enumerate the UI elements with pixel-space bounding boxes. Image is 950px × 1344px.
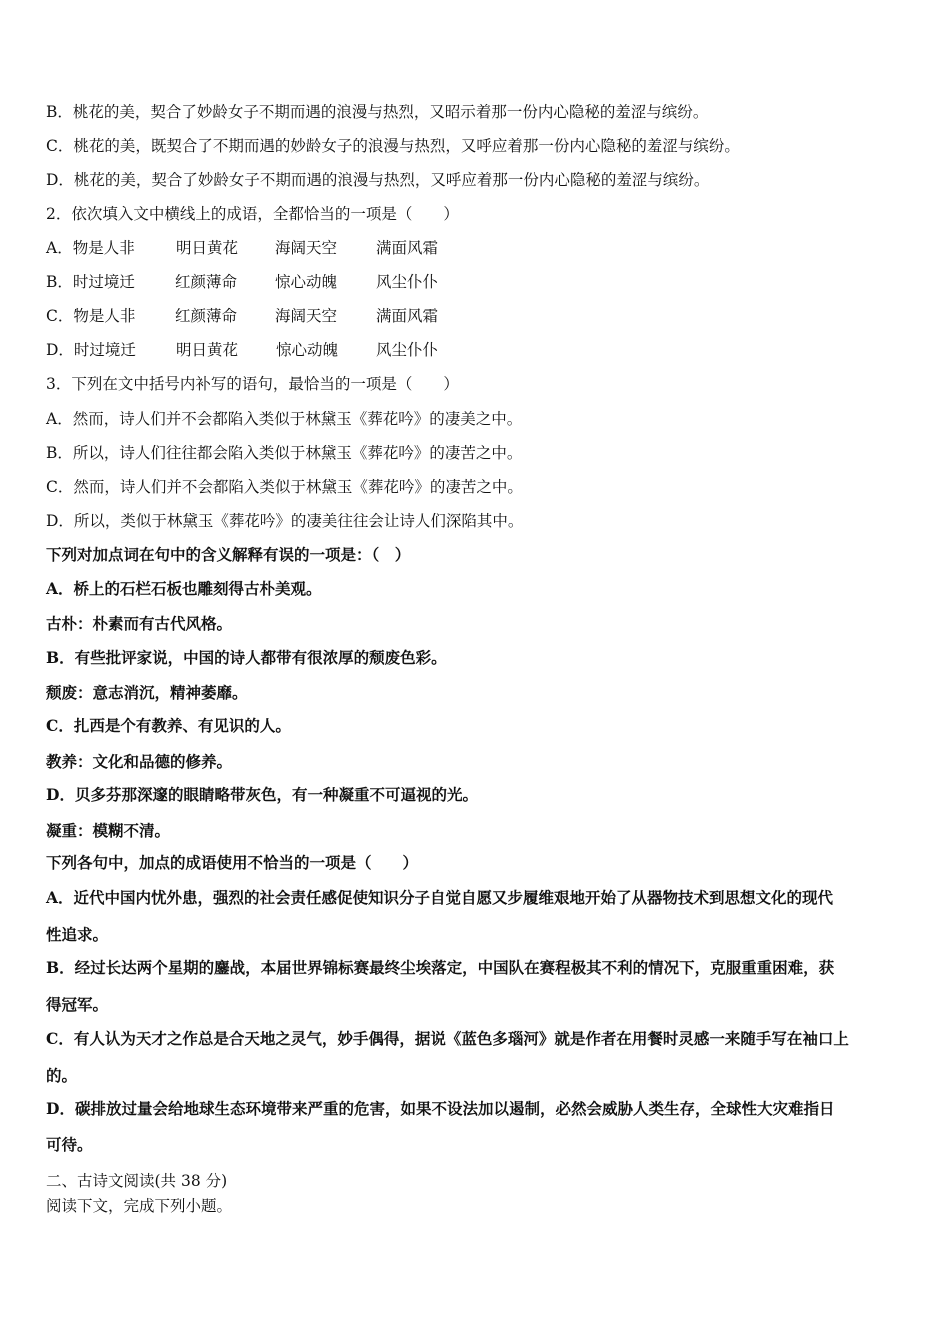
q3-option-a: A．然而，诗人们并不会都陷入类似于林黛玉《葬花吟》的凄美之中。 <box>46 410 523 428</box>
q5-option-a-line1: A．近代中国内忧外患，强烈的社会责任感促使知识分子自觉自愿又步履维艰地开始了从器物技术到思想文化的现代 <box>46 888 834 907</box>
q4-stem: 下列对加点词在句中的含义解释有误的一项是：（ ） <box>46 545 411 564</box>
q3-option-c: C．然而，诗人们并不会都陷入类似于林黛玉《葬花吟》的凄苦之中。 <box>46 478 523 496</box>
q5-option-b-line2: 得冠军。 <box>46 995 109 1014</box>
q3-option-d: D．所以，类似于林黛玉《葬花吟》的凄美往往会让诗人们深陷其中。 <box>46 512 524 530</box>
q3-stem: 3．下列在文中括号内补写的语句，最恰当的一项是（ ） <box>46 375 459 393</box>
q4-option-a: A．桥上的石栏石板也雕刻得古朴美观。 <box>46 579 322 598</box>
q2-option-a-word2: 明日黄花 <box>176 239 239 257</box>
q1-option-c: C．桃花的美，既契合了不期而遇的妙龄女子的浪漫与热烈，又呼应着那一份内心隐秘的羞涩与缤纷。 <box>46 137 740 155</box>
q4-option-d-explain: 凝重：模糊不清。 <box>46 821 171 840</box>
q4-option-a-explain: 古朴：朴素而有古代风格。 <box>46 614 233 633</box>
q5-option-b-line1: B．经过长达两个星期的鏖战，本届世界锦标赛最终尘埃落定，中国队在赛程极其不利的情况下，克服重重困难，获 <box>46 958 835 977</box>
q2-option-d-label: D．时过境迁 <box>46 341 136 359</box>
q4-option-c-explain: 教养：文化和品德的修养。 <box>46 752 233 771</box>
q2-option-b-word3: 惊心动魄 <box>275 273 338 291</box>
q2-option-d-word3: 惊心动魄 <box>276 341 339 359</box>
q4-option-b: B．有些批评家说，中国的诗人都带有很浓厚的颓废色彩。 <box>46 648 447 667</box>
q4-option-c: C．扎西是个有教养、有见识的人。 <box>46 716 291 735</box>
q2-stem: 2．依次填入文中横线上的成语，全都恰当的一项是（ ） <box>46 205 459 223</box>
q2-option-c-word3: 海阔天空 <box>275 307 338 325</box>
q3-option-b: B．所以，诗人们往往都会陷入类似于林黛玉《葬花吟》的凄苦之中。 <box>46 444 523 462</box>
q1-option-b: B．桃花的美，契合了妙龄女子不期而遇的浪漫与热烈，又昭示着那一份内心隐秘的羞涩与缤纷。 <box>46 103 709 121</box>
q2-option-a-label: A．物是人非 <box>46 239 135 257</box>
q2-option-b-label: B．时过境迁 <box>46 273 135 291</box>
q4-option-b-explain: 颓废：意志消沉，精神萎靡。 <box>46 683 248 702</box>
q2-option-a-word4: 满面风霜 <box>376 239 439 257</box>
q2-option-b-word2: 红颜薄命 <box>175 273 238 291</box>
q2-option-d-word2: 明日黄花 <box>176 341 239 359</box>
q5-option-d-line1: D．碳排放过量会给地球生态环境带来严重的危害，如果不设法加以遏制，必然会威胁人类生存，全球性大灾难指日 <box>46 1099 835 1118</box>
section2-heading: 二、古诗文阅读(共 38 分) <box>46 1172 228 1190</box>
q2-option-a-word3: 海阔天空 <box>275 239 338 257</box>
q5-option-c-line2: 的。 <box>46 1066 78 1085</box>
q2-option-c-label: C．物是人非 <box>46 307 136 325</box>
q5-stem: 下列各句中，加点的成语使用不恰当的一项是（ ） <box>46 853 419 872</box>
q2-option-c-word2: 红颜薄命 <box>175 307 238 325</box>
q1-option-d: D．桃花的美，契合了妙龄女子不期而遇的浪漫与热烈，又呼应着那一份内心隐秘的羞涩与缤纷。 <box>46 171 710 189</box>
q2-option-b-word4: 风尘仆仆 <box>376 273 439 291</box>
section2-instruction: 阅读下文，完成下列小题。 <box>46 1197 233 1215</box>
q4-option-d: D．贝多芬那深邃的眼睛略带灰色，有一种凝重不可逼视的光。 <box>46 785 478 804</box>
q2-option-d-word4: 风尘仆仆 <box>376 341 439 359</box>
q2-option-c-word4: 满面风霜 <box>376 307 439 325</box>
q5-option-a-line2: 性追求。 <box>46 925 109 944</box>
q5-option-d-line2: 可待。 <box>46 1135 93 1154</box>
q5-option-c-line1: C．有人认为天才之作总是合天地之灵气，妙手偶得，据说《蓝色多瑙河》就是作者在用餐时灵感一来随手写在袖口上 <box>46 1029 849 1048</box>
